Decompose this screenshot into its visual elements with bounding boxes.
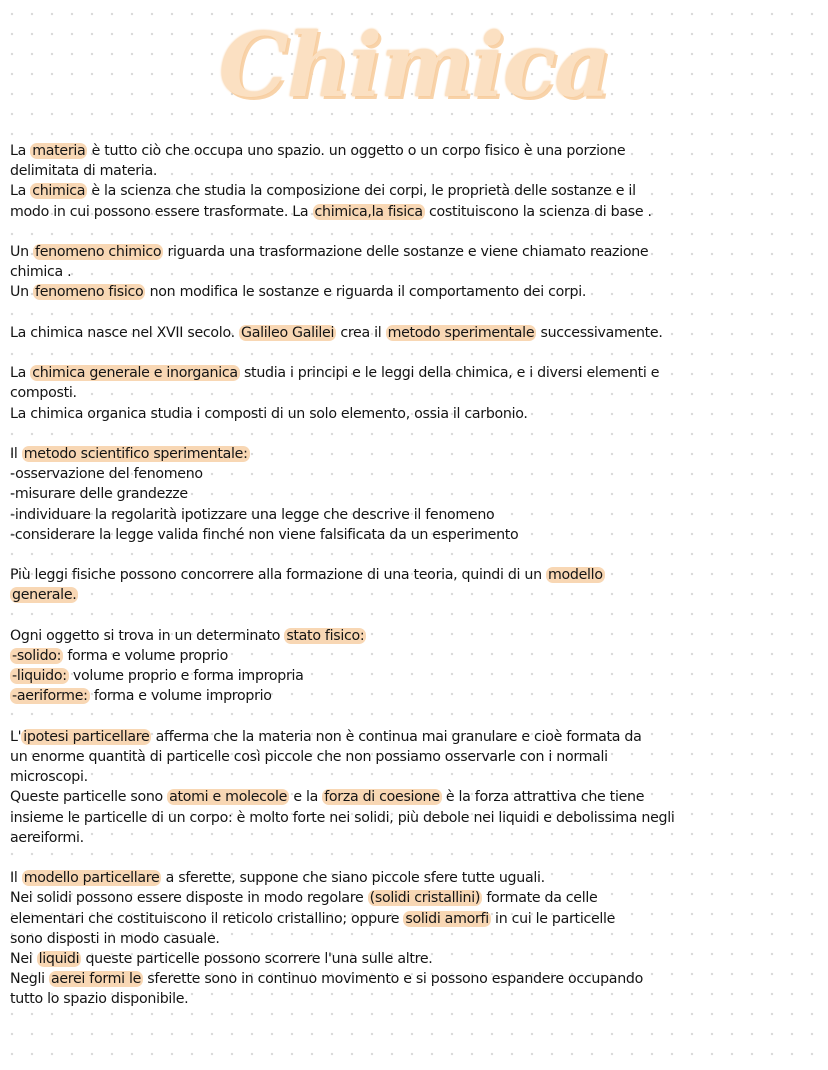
text-segment: sferette sono in continuo movimento e si possono espandere occupando [143,971,643,988]
text-line [10,202,810,222]
paragraph [10,323,810,343]
highlighted-term: ipotesi particellare [23,728,150,745]
text-segment: sono disposti in modo casuale. [10,930,220,947]
paragraph [10,565,810,605]
text-line [10,383,810,403]
text-segment: Il [10,870,22,887]
text-line [10,242,810,262]
text-segment: La chimica organica studia i composti di un solo elemento, ossia il carbonio. [10,405,528,422]
text-segment: forma e volume proprio [63,647,229,664]
text-segment: volume proprio e forma impropria [68,668,304,685]
text-line [10,626,810,646]
highlighted-term: liquidi [38,951,80,967]
text-segment: tutto lo spazio disponibile. [10,991,189,1008]
text-segment: crea il [336,324,386,341]
highlighted-term: -liquido: [12,668,67,685]
highlighted-term: modello [548,567,603,584]
text-line [10,666,810,686]
highlighted-term: -solido: [12,647,62,664]
text-segment: Nei [10,951,37,967]
text-segment: è tutto ciò che occupa uno spazio. un oggetto o un corpo fisico è una porzione [87,143,626,159]
text-line [10,161,810,181]
paragraph [10,868,810,1009]
text-line [10,565,810,585]
text-line [10,404,810,424]
text-segment: costituiscono la scienza di base . [424,203,652,220]
highlighted-term: Galileo Galilei [241,324,335,341]
highlighted-term: fenomeno chimico [35,244,162,260]
text-line [10,808,810,828]
paragraph [10,727,810,848]
highlighted-term: generale. [12,587,77,604]
highlighted-term: metodo sperimentale [387,324,535,341]
text-segment: afferma che la materia non è continua mai granulare e cioè formata da [151,728,642,745]
text-line [10,484,810,504]
text-segment: non modifica le sostanze e riguarda il comportamento dei corpi. [145,284,587,301]
paragraph [10,141,810,222]
text-segment: Un [10,284,33,301]
text-segment: e la [289,789,323,806]
text-segment: Negli [10,971,49,988]
text-segment: La [10,143,31,159]
text-segment: in cui le particelle [490,910,616,927]
text-line [10,505,810,525]
text-segment: composti. [10,385,77,402]
text-segment: Nei solidi possono essere disposte in modo regolare [10,890,368,907]
text-segment: riguarda una trasformazione delle sostanze e viene chiamato reazione [163,244,649,260]
text-line [10,585,810,605]
text-segment: formate da celle [482,890,598,907]
text-line [10,323,810,343]
page-title: Chimica [218,13,610,117]
text-segment: -misurare delle grandezze [10,486,188,503]
text-segment: elementari che costituiscono il reticolo cristallino; oppure [10,910,404,927]
highlighted-term: fenomeno fisico [35,284,144,301]
text-line [10,363,810,383]
highlighted-term: chimica,la fisica [314,203,423,220]
text-line [10,282,810,302]
text-line [10,646,810,666]
text-line [10,747,810,767]
text-line [10,727,810,747]
text-segment: Più leggi fisiche possono concorrere alla formazione di una teoria, quindi di un [10,567,546,584]
highlighted-term: solidi amorfi [405,910,489,927]
text-line [10,828,810,848]
highlighted-term: chimica generale e inorganica [32,365,238,382]
text-segment: un enorme quantità di particelle così piccole che non possiamo osservarle con i normali [10,748,608,765]
text-line [10,767,810,787]
text-segment: L' [10,728,22,745]
text-segment: microscopi. [10,769,88,786]
text-segment: Il [10,445,22,462]
text-line [10,141,810,161]
text-line [10,444,810,464]
text-segment: a sferette, suppone che siano piccole sfere tutte uguali. [161,870,545,887]
text-segment: insieme le particelle di un corpo: è molto forte nei solidi, più debole nei liquidi e debolissima negli [10,809,675,826]
text-segment: La chimica nasce nel XVII secolo. [10,324,239,341]
text-line [10,181,810,201]
text-segment: modo in cui possono essere trasformate. La [10,203,313,220]
highlighted-term: atomi e molecole [169,789,288,806]
text-segment: è la forza attrattiva che tiene [441,789,645,806]
highlighted-term: materia [32,143,86,159]
text-line [10,868,810,888]
text-segment: chimica . [10,264,72,281]
highlighted-term: chimica [32,183,86,200]
text-line [10,525,810,545]
text-line [10,686,810,706]
paragraph [10,363,810,424]
highlighted-term: aerei formi le [50,971,142,988]
highlighted-term: (solidi cristallini) [369,890,481,907]
text-line [10,464,810,484]
text-segment: studia i principi e le leggi della chimica, e i diversi elementi e [239,365,660,382]
text-segment: Un [10,244,33,260]
text-line [10,949,810,969]
text-segment: Ogni oggetto si trova in un determinato [10,627,285,644]
text-line [10,787,810,807]
text-segment: aereiformi. [10,829,84,846]
highlighted-term: modello particellare [23,870,160,887]
text-segment: -osservazione del fenomeno [10,466,203,483]
text-line [10,989,810,1009]
highlighted-term: stato fisico: [286,627,365,644]
text-segment: -considerare la legge valida finché non viene falsificata da un esperimento [10,526,519,543]
text-segment: forma e volume improprio [89,688,272,705]
text-segment: è la scienza che studia la composizione dei corpi, le proprietà delle sostanze e il [87,183,636,200]
text-segment: successivamente. [536,324,663,341]
text-segment: -individuare la regolarità ipotizzare una legge che descrive il fenomeno [10,506,495,523]
text-line [10,969,810,989]
text-segment: queste particelle possono scorrere l'una sulle altre. [81,951,433,967]
text-line [10,909,810,929]
highlighted-term: forza di coesione [324,789,440,806]
paragraph [10,242,810,303]
paragraph [10,444,810,545]
highlighted-term: metodo scientifico sperimentale: [23,445,248,462]
text-segment: Queste particelle sono [10,789,168,806]
text-segment: delimitata di materia. [10,163,158,180]
text-segment: La [10,365,31,382]
paragraph [10,626,810,707]
text-segment: La [10,183,31,200]
notes-body [10,141,810,1030]
highlighted-term: -aeriforme: [12,688,88,705]
text-line [10,929,810,949]
text-line [10,888,810,908]
text-line [10,262,810,282]
